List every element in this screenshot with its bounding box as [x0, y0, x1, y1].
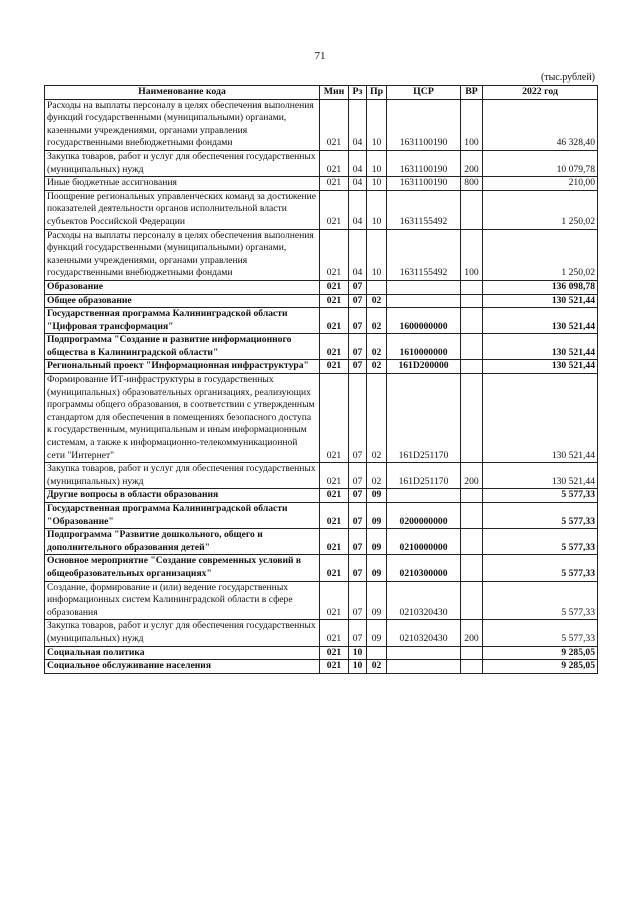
cell-vr: 200: [461, 620, 483, 646]
cell-name: Расходы на выплаты персоналу в целях обеспечения выполнения функций государственными (муниципальными) органами, казенными учреждениями, органами управления государственными внебюджетными фондами: [45, 99, 320, 150]
cell-pr: 09: [367, 581, 387, 620]
table-row: [45, 190, 598, 229]
cell-csr: 0210320430: [387, 620, 461, 646]
table-row: [45, 581, 598, 620]
cell-min: 021: [320, 229, 349, 280]
table-row: [45, 374, 598, 463]
table-row: [45, 177, 598, 191]
cell-pr: [367, 646, 387, 660]
cell-pr: 10: [367, 150, 387, 176]
cell-csr: 0210000000: [387, 529, 461, 555]
cell-min: 021: [320, 620, 349, 646]
cell-pr: 02: [367, 463, 387, 489]
cell-rz: 07: [349, 555, 367, 581]
cell-rz: 07: [349, 503, 367, 529]
cell-csr: 1631155492: [387, 229, 461, 280]
cell-rz: 07: [349, 581, 367, 620]
header-rz: Рз: [349, 86, 367, 100]
cell-pr: 10: [367, 229, 387, 280]
cell-vr: 200: [461, 463, 483, 489]
cell-min: 021: [320, 463, 349, 489]
cell-name: Государственная программа Калининградской области "Образование": [45, 503, 320, 529]
table-row: [45, 294, 598, 308]
cell-name: Подпрограмма "Создание и развитие информационного общества в Калининградской области": [45, 334, 320, 360]
cell-vr: [461, 646, 483, 660]
cell-vr: [461, 190, 483, 229]
cell-amount: 130 521,44: [483, 334, 598, 360]
cell-pr: 02: [367, 294, 387, 308]
cell-csr: 161D251170: [387, 463, 461, 489]
cell-min: 021: [320, 489, 349, 503]
cell-vr: [461, 334, 483, 360]
cell-vr: [461, 360, 483, 374]
header-year: 2022 год: [483, 86, 598, 100]
cell-rz: 07: [349, 334, 367, 360]
table-row: [45, 529, 598, 555]
cell-rz: 07: [349, 489, 367, 503]
cell-rz: 07: [349, 374, 367, 463]
cell-vr: [461, 529, 483, 555]
cell-amount: 1 250,02: [483, 229, 598, 280]
page-number: 71: [314, 50, 326, 62]
cell-min: 021: [320, 190, 349, 229]
cell-vr: 100: [461, 99, 483, 150]
table-row: [45, 503, 598, 529]
cell-pr: [367, 280, 387, 294]
cell-rz: 07: [349, 620, 367, 646]
table-row: [45, 308, 598, 334]
cell-pr: 10: [367, 190, 387, 229]
cell-name: Основное мероприятие "Создание современных условий в общеобразовательных организациях": [45, 555, 320, 581]
cell-min: 021: [320, 280, 349, 294]
cell-rz: 10: [349, 660, 367, 674]
cell-amount: 130 521,44: [483, 294, 598, 308]
cell-rz: 04: [349, 150, 367, 176]
table-row: [45, 646, 598, 660]
table-row: [45, 463, 598, 489]
header-vr: ВР: [461, 86, 483, 100]
cell-name: Закупка товаров, работ и услуг для обеспечения государственных (муниципальных) нужд: [45, 620, 320, 646]
cell-vr: [461, 374, 483, 463]
table-row: [45, 99, 598, 150]
table-header-row: [45, 86, 598, 100]
cell-min: 021: [320, 555, 349, 581]
cell-csr: [387, 294, 461, 308]
cell-name: Региональный проект "Информационная инфраструктура": [45, 360, 320, 374]
cell-name: Социальная политика: [45, 646, 320, 660]
cell-min: 021: [320, 360, 349, 374]
cell-csr: 1631100190: [387, 177, 461, 191]
cell-rz: 07: [349, 360, 367, 374]
cell-rz: 10: [349, 646, 367, 660]
cell-pr: 02: [367, 334, 387, 360]
cell-rz: 07: [349, 529, 367, 555]
header-pr: Пр: [367, 86, 387, 100]
cell-amount: 9 285,05: [483, 646, 598, 660]
cell-csr: 161D251170: [387, 374, 461, 463]
cell-name: Подпрограмма "Развитие дошкольного, общего и дополнительного образования детей": [45, 529, 320, 555]
cell-csr: 0200000000: [387, 503, 461, 529]
cell-rz: 07: [349, 463, 367, 489]
table-row: [45, 280, 598, 294]
cell-vr: [461, 660, 483, 674]
cell-csr: 1631100190: [387, 99, 461, 150]
cell-min: 021: [320, 177, 349, 191]
table-row: [45, 360, 598, 374]
cell-amount: 5 577,33: [483, 620, 598, 646]
cell-csr: 161D200000: [387, 360, 461, 374]
cell-amount: 5 577,33: [483, 489, 598, 503]
cell-csr: [387, 280, 461, 294]
table-row: [45, 334, 598, 360]
header-min: Мин: [320, 86, 349, 100]
cell-pr: 09: [367, 503, 387, 529]
cell-pr: 02: [367, 360, 387, 374]
cell-min: 021: [320, 660, 349, 674]
cell-pr: 09: [367, 555, 387, 581]
units-label: (тыс.рублей): [540, 72, 595, 83]
table-row: [45, 489, 598, 503]
cell-csr: 1600000000: [387, 308, 461, 334]
cell-amount: 1 250,02: [483, 190, 598, 229]
cell-csr: 0210320430: [387, 581, 461, 620]
table-row: [45, 555, 598, 581]
cell-amount: 5 577,33: [483, 529, 598, 555]
cell-amount: 9 285,05: [483, 660, 598, 674]
cell-amount: 10 079,78: [483, 150, 598, 176]
cell-name: Общее образование: [45, 294, 320, 308]
cell-min: 021: [320, 581, 349, 620]
cell-amount: 46 328,40: [483, 99, 598, 150]
table-row: [45, 150, 598, 176]
cell-amount: 5 577,33: [483, 503, 598, 529]
cell-pr: 02: [367, 374, 387, 463]
cell-vr: 800: [461, 177, 483, 191]
cell-name: Расходы на выплаты персоналу в целях обеспечения выполнения функций государственными (муниципальными) органами, казенными учреждениями, органами управления государственными внебюджетными фондами: [45, 229, 320, 280]
cell-csr: 1610000000: [387, 334, 461, 360]
cell-name: Поощрение региональных управленческих команд за достижение показателей деятельности органов исполнительной власти субъектов Российской Федерации: [45, 190, 320, 229]
cell-min: 021: [320, 334, 349, 360]
cell-rz: 04: [349, 177, 367, 191]
cell-pr: 09: [367, 620, 387, 646]
cell-rz: 04: [349, 99, 367, 150]
cell-vr: [461, 503, 483, 529]
cell-rz: 07: [349, 280, 367, 294]
cell-csr: [387, 660, 461, 674]
cell-vr: 200: [461, 150, 483, 176]
cell-pr: 09: [367, 529, 387, 555]
cell-vr: [461, 555, 483, 581]
table-row: [45, 660, 598, 674]
cell-pr: 10: [367, 99, 387, 150]
cell-amount: 130 521,44: [483, 308, 598, 334]
cell-vr: [461, 581, 483, 620]
cell-vr: [461, 280, 483, 294]
cell-min: 021: [320, 150, 349, 176]
cell-pr: 02: [367, 660, 387, 674]
cell-name: Формирование ИТ-инфраструктуры в государственных (муниципальных) образовательных организациях, реализующих программы общего образования, в соответствии с утвержденным стандартом для обеспечения в помещениях безопасного доступа к государственным, муниципальным и иным информационным системам, а также к информационно-телекоммуникационной сети "Интернет": [45, 374, 320, 463]
table-row: [45, 620, 598, 646]
cell-csr: [387, 489, 461, 503]
cell-rz: 07: [349, 294, 367, 308]
cell-csr: 1631155492: [387, 190, 461, 229]
cell-pr: 09: [367, 489, 387, 503]
cell-vr: 100: [461, 229, 483, 280]
cell-amount: 130 521,44: [483, 374, 598, 463]
cell-name: Иные бюджетные ассигнования: [45, 177, 320, 191]
cell-amount: 5 577,33: [483, 581, 598, 620]
cell-pr: 10: [367, 177, 387, 191]
cell-vr: [461, 294, 483, 308]
cell-name: Государственная программа Калининградской области "Цифровая трансформация": [45, 308, 320, 334]
cell-min: 021: [320, 374, 349, 463]
cell-name: Создание, формирование и (или) ведение государственных информационных систем Калининградской области в сфере образования: [45, 581, 320, 620]
cell-min: 021: [320, 529, 349, 555]
cell-rz: 04: [349, 190, 367, 229]
cell-rz: 07: [349, 308, 367, 334]
cell-name: Другие вопросы в области образования: [45, 489, 320, 503]
cell-pr: 02: [367, 308, 387, 334]
budget-table: [44, 85, 598, 674]
cell-min: 021: [320, 308, 349, 334]
cell-min: 021: [320, 294, 349, 308]
cell-csr: 1631100190: [387, 150, 461, 176]
cell-name: Социальное обслуживание населения: [45, 660, 320, 674]
cell-amount: 136 098,78: [483, 280, 598, 294]
cell-csr: 0210300000: [387, 555, 461, 581]
cell-name: Закупка товаров, работ и услуг для обеспечения государственных (муниципальных) нужд: [45, 463, 320, 489]
cell-min: 021: [320, 99, 349, 150]
cell-vr: [461, 489, 483, 503]
cell-min: 021: [320, 646, 349, 660]
cell-name: Закупка товаров, работ и услуг для обеспечения государственных (муниципальных) нужд: [45, 150, 320, 176]
cell-amount: 210,00: [483, 177, 598, 191]
header-csr: ЦСР: [387, 86, 461, 100]
cell-rz: 04: [349, 229, 367, 280]
cell-amount: 130 521,44: [483, 463, 598, 489]
table-row: [45, 229, 598, 280]
cell-csr: [387, 646, 461, 660]
cell-vr: [461, 308, 483, 334]
cell-amount: 5 577,33: [483, 555, 598, 581]
cell-min: 021: [320, 503, 349, 529]
header-name: Наименование кода: [45, 86, 320, 100]
cell-name: Образование: [45, 280, 320, 294]
cell-amount: 130 521,44: [483, 360, 598, 374]
